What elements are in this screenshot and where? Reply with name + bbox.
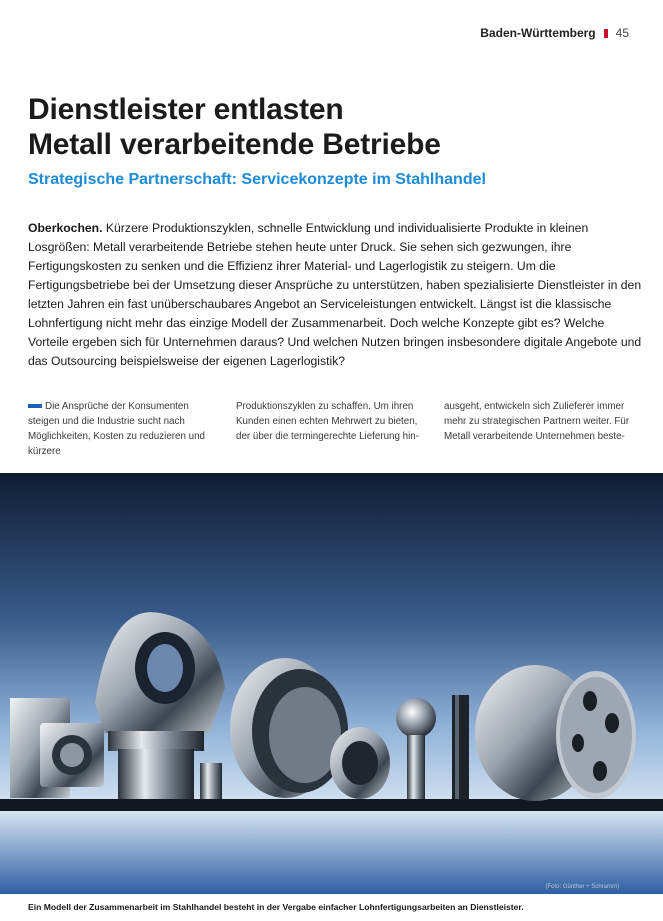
article-subtitle: Strategische Partnerschaft: Servicekonzepte im Stahlhandel (28, 171, 486, 188)
metal-parts-photo (0, 473, 663, 894)
article-photo (0, 473, 663, 894)
lead-text: Kürzere Produktionszyklen, schnelle Entwicklung und individualisierte Produkte in kleinen Losgrößen: Metall verarbeitende Betriebe stehen heute unter Druck. Sie sehen sich gezwungen, ihre Fertigungskosten zu senken und die Effizienz ihrer Material- und Lagerlogistik zu steigern. Um die Fertigungsbetriebe bei der Umsetzung dieser Ansprüche zu unterstützen, haben spezialisierte Dienstleister in den letzten Jahren ein fast unüberschaubares Angebot an Serviceleistungen entwickelt. Längst ist die klassische Lohnfertigung nicht mehr das einzige Modell der Zusammenarbeit. Doch welche Konzepte gibt es? Welche Vorteile ergeben sich für Unternehmen daraus? Und welchen Nutzen bringen insbesondere digitale Angebote und das Outsourcing beispielsweise der eigenen Lagerlogistik? (28, 221, 642, 368)
body-column-1 (28, 399, 222, 459)
photo-caption: Ein Modell der Zusammenarbeit im Stahlhandel besteht in der Vergabe einfacher Lohnfertigungsarbeiten an Dienstleister. (28, 902, 524, 912)
title-line-1: Dienstleister entlasten (28, 93, 344, 126)
column-text: ausgeht, entwickeln sich Zulieferer immer mehr zu strategischen Partnern weiter. Für Metall verarbeitende Unternehmen beste- (444, 401, 630, 442)
body-column-3 (444, 399, 638, 459)
body-columns (28, 399, 638, 459)
body-column-2 (236, 399, 430, 459)
article-title (28, 92, 628, 162)
column-text: Produktionszyklen zu schaffen. Um ihren Kunden einen echten Mehrwert zu bieten, der über die termingerechte Lieferung hin- (236, 401, 419, 442)
lead-location: Oberkochen. (28, 221, 103, 235)
title-line-2: Metall verarbeitende Betriebe (28, 128, 441, 161)
page-header (480, 26, 629, 40)
section-marker (604, 29, 608, 38)
lead-paragraph (28, 219, 643, 371)
paragraph-marker (28, 404, 42, 408)
column-text: Die Ansprüche der Konsumenten steigen und die Industrie sucht nach Möglichkeiten, Kosten zu reduzieren und kürzere (28, 401, 205, 457)
photo-credit: (Foto: Günther + Schramm) (545, 884, 619, 890)
section-name: Baden-Württemberg (480, 26, 596, 40)
page-number: 45 (615, 26, 629, 40)
